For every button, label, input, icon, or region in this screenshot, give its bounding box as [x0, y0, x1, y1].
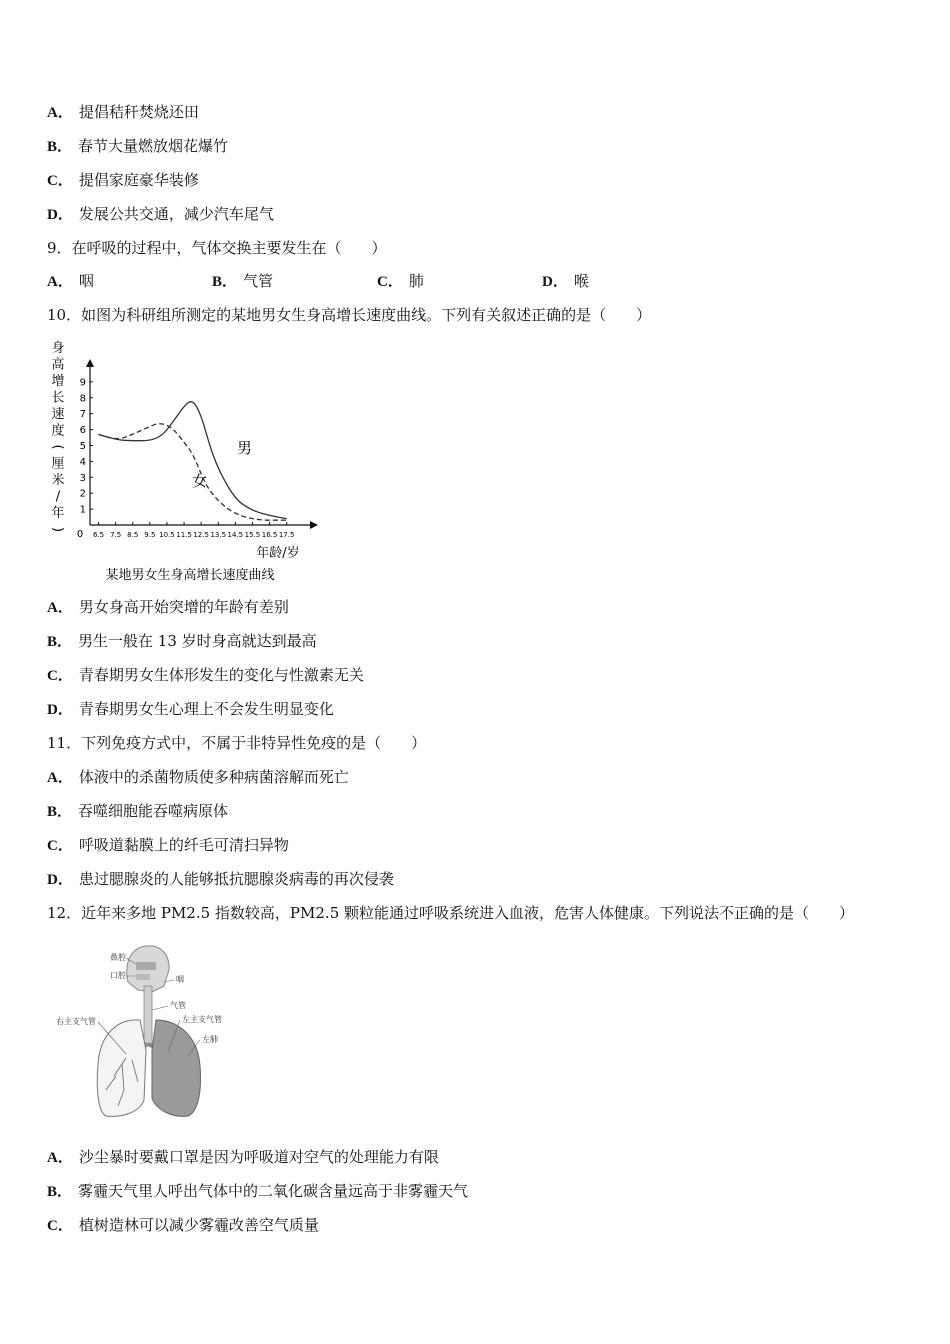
- option-label: B．: [212, 274, 238, 290]
- y-axis-label-char: 身: [51, 341, 65, 356]
- label-trachea: 气管: [170, 1001, 186, 1010]
- growth-chart-svg: [40, 336, 330, 586]
- option-text: 提倡家庭豪华装修: [78, 171, 199, 189]
- option-label: C．: [47, 1218, 73, 1234]
- q12-stem: 12．近年来多地 PM2.5 指数较高，PM2.5 颗粒能通过呼吸系统进入血液，危害人体健康。下列说法不正确的是（ ）: [47, 904, 855, 922]
- option-text: 沙尘暴时要戴口罩是因为呼吸道对空气的处理能力有限: [78, 1148, 439, 1166]
- q10-option-b: [47, 631, 317, 652]
- q9-options: [47, 271, 747, 291]
- x-tick-label: 17.5: [278, 531, 295, 539]
- option-label: D．: [47, 207, 73, 223]
- q9-option-c: [377, 271, 424, 292]
- option-text: 男女身高开始突增的年龄有差别: [78, 598, 289, 616]
- option-label: A．: [47, 770, 73, 786]
- option-label: D．: [542, 274, 568, 290]
- y-axis-arrow: [86, 359, 94, 367]
- y-axis-label-char: 年: [51, 506, 65, 521]
- y-axis-label-char: /: [55, 489, 61, 505]
- x-tick-label: 8.5: [127, 531, 139, 539]
- y-axis-label-char: 长: [51, 390, 65, 406]
- option-label: A．: [47, 1150, 73, 1166]
- chart-title: 某地男女生身高增长速度曲线: [105, 568, 275, 583]
- option-text: 体液中的杀菌物质使多种病菌溶解而死亡: [78, 768, 349, 786]
- label-right-bronchus: 右主支气管: [56, 1017, 96, 1026]
- option-label: C．: [377, 274, 403, 290]
- y-tick-label: 1: [79, 504, 86, 516]
- growth-chart: [40, 336, 330, 586]
- option-label: C．: [47, 668, 73, 684]
- series-line-male: [99, 402, 287, 519]
- x-tick-label: 13.5: [210, 531, 227, 539]
- q10-option-c: [47, 665, 364, 686]
- q8-option-a: [47, 102, 199, 123]
- x-axis-arrow: [310, 521, 318, 529]
- q8-option-c: [47, 170, 199, 191]
- option-label: D．: [47, 702, 73, 718]
- oral-cavity-shape: [136, 974, 150, 980]
- x-tick-label: 10.5: [159, 531, 175, 539]
- x-tick-label: 16.5: [261, 531, 278, 539]
- option-text: 呼吸道黏膜上的纤毛可清扫异物: [78, 836, 289, 854]
- option-text: 青春期男女生体形发生的变化与性激素无关: [78, 666, 364, 684]
- option-text: 吞噬细胞能吞噬病原体: [78, 802, 229, 820]
- q12-option-c: [47, 1215, 319, 1236]
- y-tick-label: 3: [79, 472, 86, 484]
- q11-option-b: [47, 801, 228, 822]
- option-text: 青春期男女生心理上不会发生明显变化: [78, 700, 334, 718]
- q9-stem: 9．在呼吸的过程中，气体交换主要发生在（ ）: [47, 239, 387, 257]
- right-lung-shape: [97, 1020, 146, 1117]
- x-tick-label: 11.5: [176, 531, 192, 539]
- option-label: A．: [47, 105, 73, 121]
- option-text: 气管: [243, 272, 274, 290]
- q11-option-a: [47, 767, 349, 788]
- label-nasal: 鼻腔: [110, 953, 126, 962]
- respiratory-figure: [52, 940, 252, 1120]
- q8-option-b: [47, 136, 228, 157]
- y-axis-label-char: 速: [51, 407, 65, 422]
- series-label-female: 女: [192, 472, 208, 490]
- option-text: 发展公共交通，减少汽车尾气: [78, 205, 274, 223]
- q10-option-d: [47, 699, 334, 720]
- y-tick-label: 7: [79, 409, 86, 421]
- option-text: 春节大量燃放烟花爆竹: [78, 137, 229, 155]
- q11-option-d: [47, 869, 394, 890]
- label-oral: 口腔: [110, 971, 126, 980]
- q11-stem: 11．下列免疫方式中，不属于非特异性免疫的是（ ）: [47, 734, 427, 752]
- y-axis-label-char: ): [50, 526, 65, 533]
- x-tick-label: 9.5: [144, 531, 156, 539]
- x-tick-label: 14.5: [227, 531, 244, 539]
- option-label: A．: [47, 600, 73, 616]
- left-lung-shape: [152, 1020, 201, 1116]
- option-text: 喉: [573, 272, 589, 290]
- y-tick-label: 2: [79, 488, 86, 500]
- y-tick-label: 4: [79, 456, 86, 468]
- label-left-bronchus: 左主支气管: [182, 1015, 222, 1024]
- option-text: 患过腮腺炎的人能够抵抗腮腺炎病毒的再次侵袭: [78, 870, 394, 888]
- x-axis-label: 年龄/岁: [256, 546, 300, 561]
- option-text: 男生一般在 13 岁时身高就达到最高: [78, 632, 317, 650]
- option-label: B．: [47, 804, 73, 820]
- x-tick-label: 12.5: [193, 531, 209, 539]
- y-tick-label: 6: [79, 425, 86, 437]
- y-axis-label-char: (: [50, 444, 65, 450]
- option-label: B．: [47, 139, 73, 155]
- origin-label: 0: [76, 529, 84, 540]
- y-tick-label: 5: [79, 441, 86, 452]
- trachea-shape: [144, 986, 152, 1046]
- option-text: 提倡秸秆焚烧还田: [78, 103, 199, 121]
- option-label: B．: [47, 1184, 73, 1200]
- option-text: 咽: [78, 272, 94, 290]
- option-label: A．: [47, 274, 73, 290]
- y-ticks: [80, 377, 93, 515]
- q9-option-a: [47, 271, 94, 292]
- y-axis-label: [50, 341, 65, 532]
- y-axis-label-char: 度: [51, 423, 65, 439]
- y-axis-label-char: 厘: [51, 456, 65, 472]
- q8-option-d: [47, 204, 274, 225]
- x-tick-label: 7.5: [110, 531, 122, 539]
- y-axis-label-char: 增: [51, 374, 65, 389]
- y-tick-label: 9: [79, 377, 86, 389]
- q9-option-d: [542, 271, 589, 292]
- q10-option-a: [47, 597, 289, 618]
- option-label: C．: [47, 173, 73, 189]
- y-axis-label-char: 高: [51, 357, 65, 373]
- option-label: C．: [47, 838, 73, 854]
- respiratory-diagram: [52, 940, 252, 1120]
- nasal-cavity-shape: [136, 962, 156, 970]
- x-tick-label: 15.5: [244, 531, 261, 539]
- option-text: 植树造林可以减少雾霾改善空气质量: [78, 1216, 319, 1234]
- y-axis-label-char: 米: [51, 473, 65, 488]
- option-text: 肺: [408, 272, 424, 290]
- option-label: D．: [47, 872, 73, 888]
- label-left-lung: 左肺: [202, 1035, 218, 1044]
- q12-option-b: [47, 1181, 468, 1202]
- q11-option-c: [47, 835, 289, 856]
- x-tick-label: 6.5: [92, 531, 105, 539]
- option-text: 雾霾天气里人呼出气体中的二氧化碳含量远高于非雾霾天气: [78, 1182, 469, 1200]
- label-pharynx: 咽: [176, 975, 184, 984]
- q10-stem: 10．如图为科研组所测定的某地男女生身高增长速度曲线。下列有关叙述正确的是（ ）: [47, 306, 652, 324]
- q9-option-b: [212, 271, 273, 292]
- option-label: B．: [47, 634, 73, 650]
- series-label-male: 男: [237, 439, 253, 457]
- y-tick-label: 8: [79, 393, 86, 405]
- q12-option-a: [47, 1147, 439, 1168]
